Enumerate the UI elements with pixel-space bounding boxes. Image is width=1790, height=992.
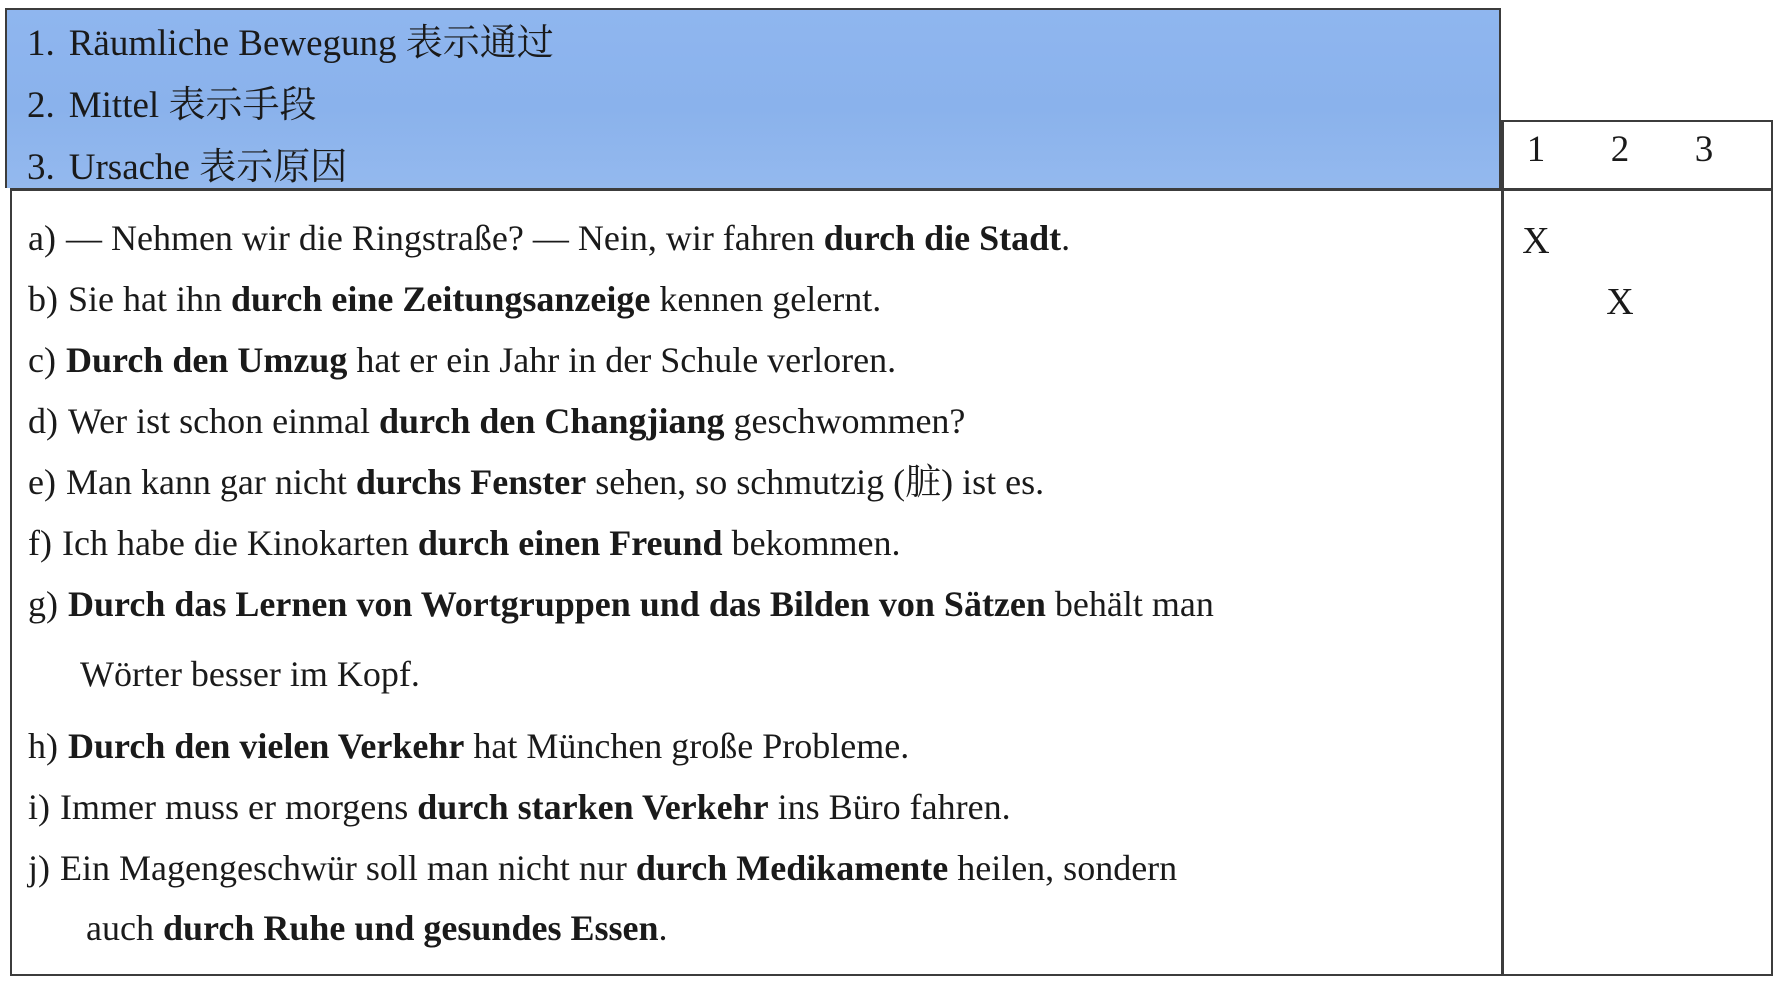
column-divider [1501,120,1504,976]
bold-phrase: Durch den vielen Verkehr [68,726,465,766]
sentence-row [28,724,909,768]
bold-phrase: durch Medikamente [635,848,949,888]
sentence-row [28,460,1044,504]
sentence-text: Ich habe die Kinokarten [61,523,418,563]
sentence-text: hat München große Probleme. [464,726,910,766]
sentence-continuation [86,906,668,950]
bold-phrase: durch die Stadt [823,218,1062,258]
sentence-letter: b) [28,279,58,319]
column-header-1: 1 [1526,129,1546,170]
bold-phrase: durch den Changjiang [379,401,725,441]
answer-mark: X [1522,220,1550,262]
sentence-text: Wer ist schon einmal [68,401,380,441]
sentence-text: Sie hat ihn [68,279,231,319]
sentence-row [28,338,896,382]
sentence-text: behält man [1045,584,1214,624]
sentence-row [28,846,1177,890]
bold-phrase: durch Ruhe und gesundes Essen [162,908,659,948]
sentence-letter: i) [28,787,50,827]
bold-phrase: Durch den Umzug [65,340,348,380]
sentence-text: Man kann gar nicht [65,462,356,502]
sentence-letter: g) [28,584,58,624]
sentence-text: Ein Magengeschwür soll man nicht nur [60,848,636,888]
sentence-letter: a) [28,218,56,258]
legend-number: 2. [27,85,55,126]
column-header-2: 2 [1610,129,1630,170]
sentence-text: hat er ein Jahr in der Schule verloren. [347,340,897,380]
sentence-text: ins Büro fahren. [768,787,1011,827]
sentence-row [28,521,901,565]
sentence-text: — Nehmen wir die Ringstraße? — Nein, wir fahren [65,218,824,258]
sentence-letter: c) [28,340,56,380]
sentence-letter: j) [28,848,50,888]
sentence-continuation: Wörter besser im Kopf. [80,654,420,694]
sentence-row [28,216,1070,260]
legend-text: Ursache 表示原因 [68,147,348,188]
bold-phrase: durch eine Zeitungsanzeige [230,279,651,319]
sentence-row [28,582,1214,626]
legend-box [5,8,1501,188]
legend-text: Räumliche Bewegung 表示通过 [68,23,554,64]
sentence-row [28,277,881,321]
legend-item-2 [27,84,316,128]
sentence-row [28,785,1011,829]
sentence-letter: e) [28,462,56,502]
legend-text: Mittel 表示手段 [68,85,317,126]
sentence-letter: f) [28,523,52,563]
sentence-text: geschwommen? [724,401,966,441]
sentence-text: kennen gelernt. [650,279,882,319]
sentence-letter: d) [28,401,58,441]
legend-number: 3. [27,147,55,188]
column-header-3: 3 [1694,129,1714,170]
legend-number: 1. [27,23,55,64]
legend-item-1 [27,22,554,66]
answer-mark: X [1606,281,1634,323]
sentence-letter: h) [28,726,58,766]
sentence-text: heilen, sondern [948,848,1178,888]
sentence-text: sehen, so schmutzig (脏) ist es. [586,462,1045,502]
bold-phrase: Durch das Lernen von Wortgruppen und das Bilden von Sätzen [68,584,1046,624]
sentence-text: . [1061,218,1071,258]
bold-phrase: durch starken Verkehr [417,787,769,827]
bold-phrase: durchs Fenster [355,462,587,502]
sentence-text: . [658,908,668,948]
sentence-text: bekommen. [722,523,901,563]
sentence-text: Immer muss er morgens [60,787,418,827]
sentence-row [28,399,965,443]
legend-item-3 [27,146,347,190]
sentence-text: auch [86,908,163,948]
bold-phrase: durch einen Freund [417,523,723,563]
